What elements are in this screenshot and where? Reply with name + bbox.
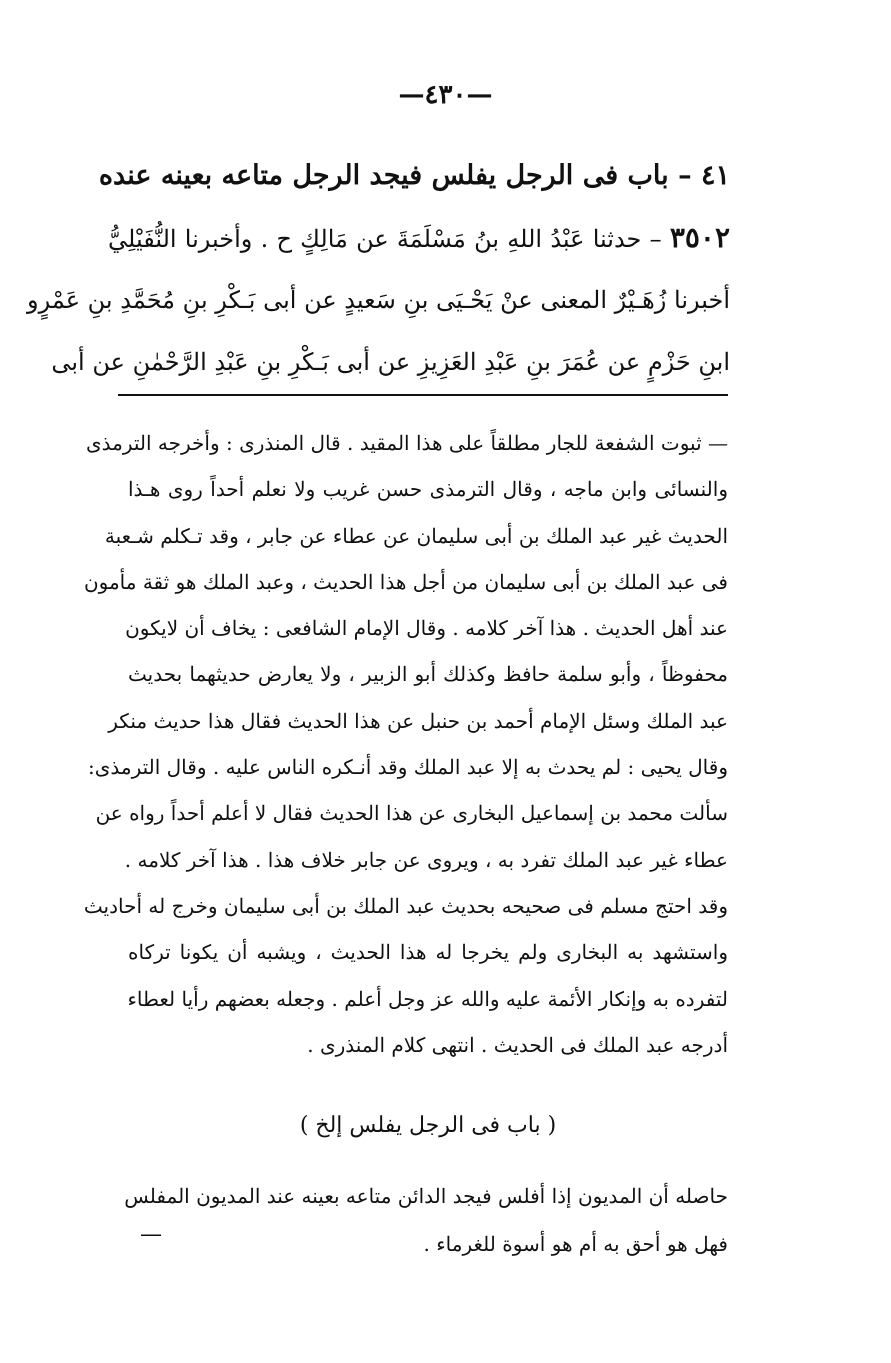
continuation-dash: — [140, 1222, 162, 1247]
hadith-line-1 [108, 207, 730, 269]
page-number: —٤٣٠— [398, 80, 493, 110]
closing-line: حاصله أن المدیون إذا أفلس فيجد الدائن متاعه بعينه عند المديون المفلس [124, 1184, 728, 1208]
main-text-block [26, 145, 730, 393]
commentary-line: عطاء غير عبد الملك تفرد به ، ويروى عن جابر خلاف هذا . هذا آخر كلامه . [124, 847, 728, 872]
commentary-line: وقد احتج مسلم فى صحيحه بحديث عبد الملك بن أبى سليمان وخرج له أحاديث [83, 893, 728, 918]
closing-block [124, 1172, 728, 1268]
commentary-line: وقال يحيى : لم يحدث به إلا عبد الملك وقد أنـكره الناس عليه . وقال الترمذى: [87, 755, 728, 780]
commentary-line: أدرجه عبد الملك فى الحديث . انتهى كلام المنذرى . [307, 1032, 728, 1057]
hadith-number: ٣٥٠٢ [669, 221, 730, 254]
commentary-line: فى عبد الملك بن أبى سليمان من أجل هذا الحديث ، وعبد الملك هو ثقة مأمون [83, 569, 728, 594]
commentary-line: والنسائى وابن ماجه ، وقال الترمذى حسن غريب ولا نعلم أحداً روى هـذا [128, 477, 728, 502]
commentary-line: عند أهل الحديث . هذا آخر كلامه . وقال الإمام الشافعى : يخاف أن لايكون [125, 616, 728, 641]
commentary-line: محفوظاً ، وأبو سلمة حافظ وكذلك أبو الزبير ، ولا يعارض حديثهما بحديث [128, 662, 728, 687]
closing-line: فهل هو أحق به أم هو أسوة للغرماء . [423, 1232, 728, 1256]
commentary-line: عبد الملك وسئل الإمام أحمد بن حنبل عن هذا الحديث فقال هذا حديث منكر [108, 708, 728, 733]
commentary-line: — ثبوت الشفعة للجار مطلقاً على هذا المقيد . قال المنذرى : وأخرجه الترمذى [85, 431, 728, 455]
commentary-line: سألت محمد بن إسماعيل البخارى عن هذا الحديث فقال لا أعلم أحداً رواه عن [95, 801, 728, 826]
sub-heading: ( باب فى الرجل يفلس إلخ ) [299, 1113, 557, 1138]
commentary-block [83, 420, 728, 1068]
hadith-line-3: ابنِ حَزْمٍ عن عُمَرَ بنِ عَبْدِ العَزِيزِ عن أبى بَـكْرِ بنِ عَبْدِ الرَّحْمٰنِ عن أبى [51, 348, 730, 376]
commentary-line: واستشهد به البخارى ولم يخرجا له هذا الحديث ، ويشبه أن يكونا تركاه [128, 940, 728, 965]
footnote-divider [118, 394, 728, 396]
hadith-text: – حدثنا عَبْدُ اللهِ بنُ مَسْلَمَةَ عن مَالِكٍ ح . وأخبرنا النُّفَيْلِيُّ [108, 225, 662, 253]
hadith-line-2: أخبرنا زُهَـيْرٌ المعنى عنْ يَحْـيَى بنِ سَعيدٍ عن أبى بَـكْرِ بنِ مُحَمَّدِ بنِ عَمْرٍو [26, 286, 730, 314]
commentary-line: لتفرده به وإنكار الأئمة عليه والله عز وجل أعلم . وجعله بعضهم رأيا لعطاء [127, 986, 728, 1011]
chapter-heading: ٤١ – باب فى الرجل يفلس فيجد الرجل متاعه بعينه عنده [98, 160, 730, 191]
commentary-line: الحديث غير عبد الملك بن أبى سليمان عن عطاء عن جابر ، وقد تـكلم شـعبة [104, 523, 728, 548]
